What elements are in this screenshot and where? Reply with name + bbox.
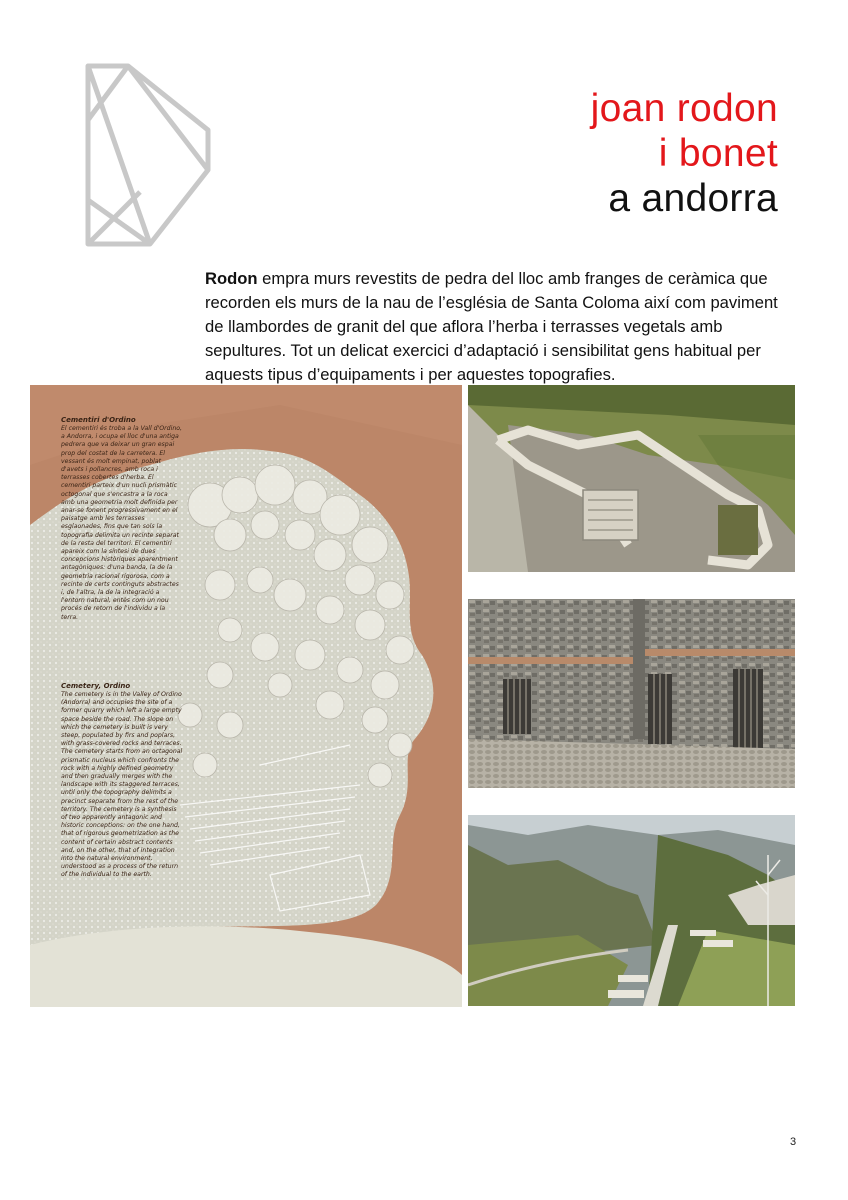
stone-wall-photo xyxy=(468,599,795,788)
valley-landscape-photo xyxy=(468,815,795,1006)
plan-caption-english-heading: Cemetery, Ordino xyxy=(61,682,131,690)
plan-caption-english-text: The cemetery is in the Valley of Ordino (Andorra) and occupies the site of a former quarry which left a large empty space beside the road. The slope on which the cemetery is built is very steep, populated by firs and poplars, with grass-covered rocks and terraces. The cemetery starts from an octagonal prismatic nucleus which confronts the rock with a highly defined geometry and then gradually merges with the landscape with its staggered terraces, until only the topography delimits a precinct separate from the rest of the territory. The cemetery is a synthesis of two apparently antagonic and historic conceptions: on the one hand, that of rigorous geometrization as the content of certain abstract contents and, on the other, that of integration into the natural environment, understood as a process of the return of the individual to the earth. xyxy=(61,691,183,879)
plan-caption-english xyxy=(61,681,183,880)
title-line-1: joan rodon xyxy=(590,87,778,130)
page-title xyxy=(591,86,778,221)
intro-paragraph xyxy=(205,267,795,387)
site-plan-image xyxy=(30,385,462,1007)
page-number: 3 xyxy=(790,1136,797,1148)
title-line-3: a andorra xyxy=(608,177,778,220)
intro-body: empra murs revestits de pedra del lloc amb franges de ceràmica que recorden els murs de la nau de l’església de Santa Coloma així com paviment de llambordes de granit del que aflora l’herba i terrasses vegetals amb sepultures. Tot un delicat exercici d’adaptació i sensibilitat gens habitual per aquests tipus d’equipaments i per aquestes topografies. xyxy=(205,268,778,384)
plan-caption-catalan-heading: Cementiri d'Ordino xyxy=(61,416,136,424)
plan-caption-catalan-text: El cementiri és troba a la Vall d'Ordino, a Andorra, i ocupa el lloc d'una antiga pedrera que va deixar un gran espai prop del costat de la carretera. El vessant és molt empinat, poblat d'avets i pollancres, amb roca i terrasses cobertes d'herba. El cementiri parteix d'un nucli prismàtic octogonal que s'encastra a la roca amb una geometria molt definida per anar-se fonent progressivament en el paisatge amb les terrasses esglaonades, fins que tan sols la topografia delimita un recinte separat de la resta del territori. El cementiri apareix com la síntesi de dues concepcions històriques aparentment antagòniques: d'una banda, la de la geometria racional rigorosa, com a recinte de certs continguts abstractes i, de l'altra, la de la integració a l'entorn natural, entès com un nou procés de retorn de l'individu a la terra. xyxy=(61,425,183,621)
intro-lead: Rodon xyxy=(205,268,258,288)
logo-mark xyxy=(80,60,214,250)
plan-caption-catalan xyxy=(61,415,183,622)
title-line-2: i bonet xyxy=(658,132,778,175)
cemetery-aerial-photo xyxy=(468,385,795,572)
